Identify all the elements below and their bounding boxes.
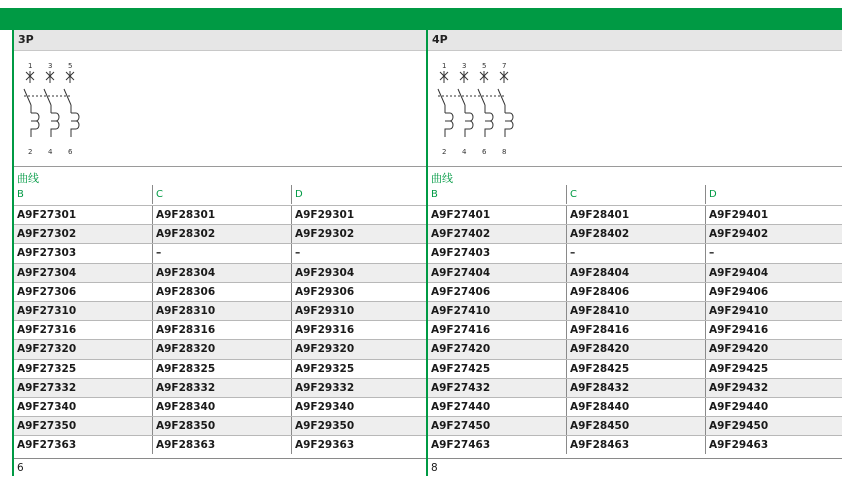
switch-blade (458, 89, 465, 105)
terminal-top-label: 7 (502, 62, 507, 70)
table-row (428, 282, 842, 301)
table-cell: A9F27320 (17, 343, 77, 356)
wiring-diagram (14, 51, 428, 167)
table-cell: A9F28316 (152, 321, 291, 339)
table-cell: A9F28440 (566, 398, 705, 416)
table-cell: A9F28350 (152, 417, 291, 435)
table-cell: A9F27306 (17, 285, 77, 298)
table-cell: A9F29440 (705, 398, 842, 416)
table-row (428, 359, 842, 378)
table-cell: A9F29363 (291, 436, 428, 454)
table-cell: A9F29304 (291, 264, 428, 282)
table-row (14, 378, 428, 397)
release-symbol (71, 113, 79, 137)
table-cell: A9F27403 (431, 247, 491, 260)
table-cell: A9F28401 (566, 206, 705, 224)
reference-table (428, 205, 842, 454)
column-header-d: D (291, 185, 428, 204)
table-row (428, 301, 842, 320)
column-header-c: C (566, 185, 705, 204)
column-header-c: C (152, 185, 291, 204)
table-cell: A9F28432 (566, 379, 705, 397)
table-cell: A9F27316 (17, 324, 77, 337)
table-cell: A9F28363 (152, 436, 291, 454)
table-cell: A9F28416 (566, 321, 705, 339)
table-cell: A9F29401 (705, 206, 842, 224)
table-cell: A9F27350 (17, 420, 77, 433)
table-cell: A9F27332 (17, 381, 77, 394)
table-cell: A9F28463 (566, 436, 705, 454)
table-row (14, 224, 428, 243)
table-cell: A9F27325 (17, 362, 77, 375)
release-symbol (445, 113, 453, 137)
table-cell: A9F29432 (705, 379, 842, 397)
table-cell: A9F29406 (705, 283, 842, 301)
table-cell: A9F28304 (152, 264, 291, 282)
table-row (14, 339, 428, 358)
table-cell: A9F27404 (431, 266, 491, 279)
terminal-bottom-label: 2 (28, 148, 33, 156)
table-cell: A9F28332 (152, 379, 291, 397)
table-cell: A9F29325 (291, 360, 428, 378)
table-row (14, 301, 428, 320)
terminal-bottom-label: 6 (68, 148, 73, 156)
curve-label: 曲线 (431, 172, 453, 185)
release-symbol (485, 113, 493, 137)
table-cell: A9F29350 (291, 417, 428, 435)
table-row (428, 263, 842, 282)
switch-blade (24, 89, 31, 105)
table-cell: A9F27410 (431, 304, 491, 317)
panel-footer (14, 458, 428, 477)
column-header-b: B (17, 189, 24, 200)
table-row (14, 435, 428, 454)
table-cell: A9F28410 (566, 302, 705, 320)
table-row (428, 397, 842, 416)
terminal-bottom-label: 4 (48, 148, 53, 156)
column-header-d: D (705, 185, 842, 204)
table-row (428, 339, 842, 358)
terminal-top-label: 5 (68, 62, 73, 70)
table-cell: A9F29320 (291, 340, 428, 358)
table-row (428, 243, 842, 262)
breaker-symbol-3p (20, 59, 150, 159)
column-header-row (428, 185, 842, 204)
table-cell: A9F29402 (705, 225, 842, 243)
terminal-bottom-label: 6 (482, 148, 487, 156)
breaker-symbol-4p (434, 59, 564, 159)
curve-label: 曲线 (17, 172, 39, 185)
table-cell: A9F29425 (705, 360, 842, 378)
table-cell: – (152, 244, 291, 262)
footer-value: 8 (431, 462, 438, 474)
table-cell: A9F27432 (431, 381, 491, 394)
table-cell: A9F29450 (705, 417, 842, 435)
switch-blade (44, 89, 51, 105)
table-cell: A9F27402 (431, 228, 491, 241)
release-symbol (505, 113, 513, 137)
table-row (428, 378, 842, 397)
terminal-top-label: 5 (482, 62, 487, 70)
panel-header (14, 30, 428, 51)
table-cell: – (566, 244, 705, 262)
panel-3p (12, 30, 428, 476)
table-cell: A9F27301 (17, 209, 77, 221)
table-cell: A9F28325 (152, 360, 291, 378)
column-header-b: B (431, 189, 438, 200)
terminal-top-label: 1 (28, 62, 33, 70)
table-cell: A9F27416 (431, 324, 491, 337)
release-symbol (51, 113, 59, 137)
table-row (14, 243, 428, 262)
table-cell: A9F29416 (705, 321, 842, 339)
panel-footer (428, 458, 842, 477)
terminal-bottom-label: 8 (502, 148, 507, 156)
table-cell: A9F28425 (566, 360, 705, 378)
table-row (14, 282, 428, 301)
column-header-row (14, 185, 428, 204)
footer-value: 6 (17, 462, 24, 474)
table-cell: A9F27463 (431, 439, 491, 452)
table-cell: A9F28320 (152, 340, 291, 358)
table-row (14, 263, 428, 282)
table-cell: A9F29306 (291, 283, 428, 301)
table-cell: A9F29463 (705, 436, 842, 454)
table-row (428, 416, 842, 435)
table-cell: A9F28306 (152, 283, 291, 301)
reference-table (14, 205, 428, 454)
terminal-top-label: 3 (48, 62, 53, 70)
table-cell: A9F29332 (291, 379, 428, 397)
panel-title: 3P (18, 33, 34, 46)
table-cell: – (705, 244, 842, 262)
table-cell: A9F29316 (291, 321, 428, 339)
table-row (428, 224, 842, 243)
switch-blade (498, 89, 505, 105)
table-cell: A9F27420 (431, 343, 491, 356)
release-symbol (31, 113, 39, 137)
table-cell: A9F29420 (705, 340, 842, 358)
table-cell: A9F28340 (152, 398, 291, 416)
table-cell: A9F27425 (431, 362, 491, 375)
table-cell: A9F27406 (431, 285, 491, 298)
table-row (14, 320, 428, 339)
table-cell: A9F29340 (291, 398, 428, 416)
table-cell: A9F28302 (152, 225, 291, 243)
table-cell: A9F27340 (17, 400, 77, 413)
table-cell: A9F28450 (566, 417, 705, 435)
table-cell: A9F28301 (152, 206, 291, 224)
table-cell: A9F28402 (566, 225, 705, 243)
terminal-bottom-label: 4 (462, 148, 467, 156)
table-cell: A9F27304 (17, 266, 77, 279)
table-cell: A9F29301 (291, 206, 428, 224)
panel-title: 4P (432, 33, 448, 46)
wiring-diagram (428, 51, 842, 167)
panel-header (428, 30, 842, 51)
switch-blade (64, 89, 71, 105)
terminal-bottom-label: 2 (442, 148, 447, 156)
table-cell: A9F28310 (152, 302, 291, 320)
table-row (14, 359, 428, 378)
panel-4p (426, 30, 842, 476)
table-cell: A9F29302 (291, 225, 428, 243)
table-cell: A9F27363 (17, 439, 77, 452)
table-cell: A9F27310 (17, 304, 77, 317)
table-cell: A9F28406 (566, 283, 705, 301)
terminal-top-label: 3 (462, 62, 467, 70)
table-row (14, 205, 428, 224)
table-row (14, 397, 428, 416)
table-cell: A9F27303 (17, 247, 77, 260)
switch-blade (438, 89, 445, 105)
table-cell: A9F29410 (705, 302, 842, 320)
table-cell: A9F28404 (566, 264, 705, 282)
table-cell: A9F27440 (431, 400, 491, 413)
table-cell: A9F29310 (291, 302, 428, 320)
table-row (14, 416, 428, 435)
terminal-top-label: 1 (442, 62, 447, 70)
table-cell: – (291, 244, 428, 262)
release-symbol (465, 113, 473, 137)
table-cell: A9F27401 (431, 209, 491, 221)
table-cell: A9F29404 (705, 264, 842, 282)
table-cell: A9F28420 (566, 340, 705, 358)
table-row (428, 320, 842, 339)
table-cell: A9F27450 (431, 420, 491, 433)
switch-blade (478, 89, 485, 105)
top-green-bar (0, 8, 842, 30)
table-row (428, 205, 842, 224)
table-row (428, 435, 842, 454)
table-cell: A9F27302 (17, 228, 77, 241)
